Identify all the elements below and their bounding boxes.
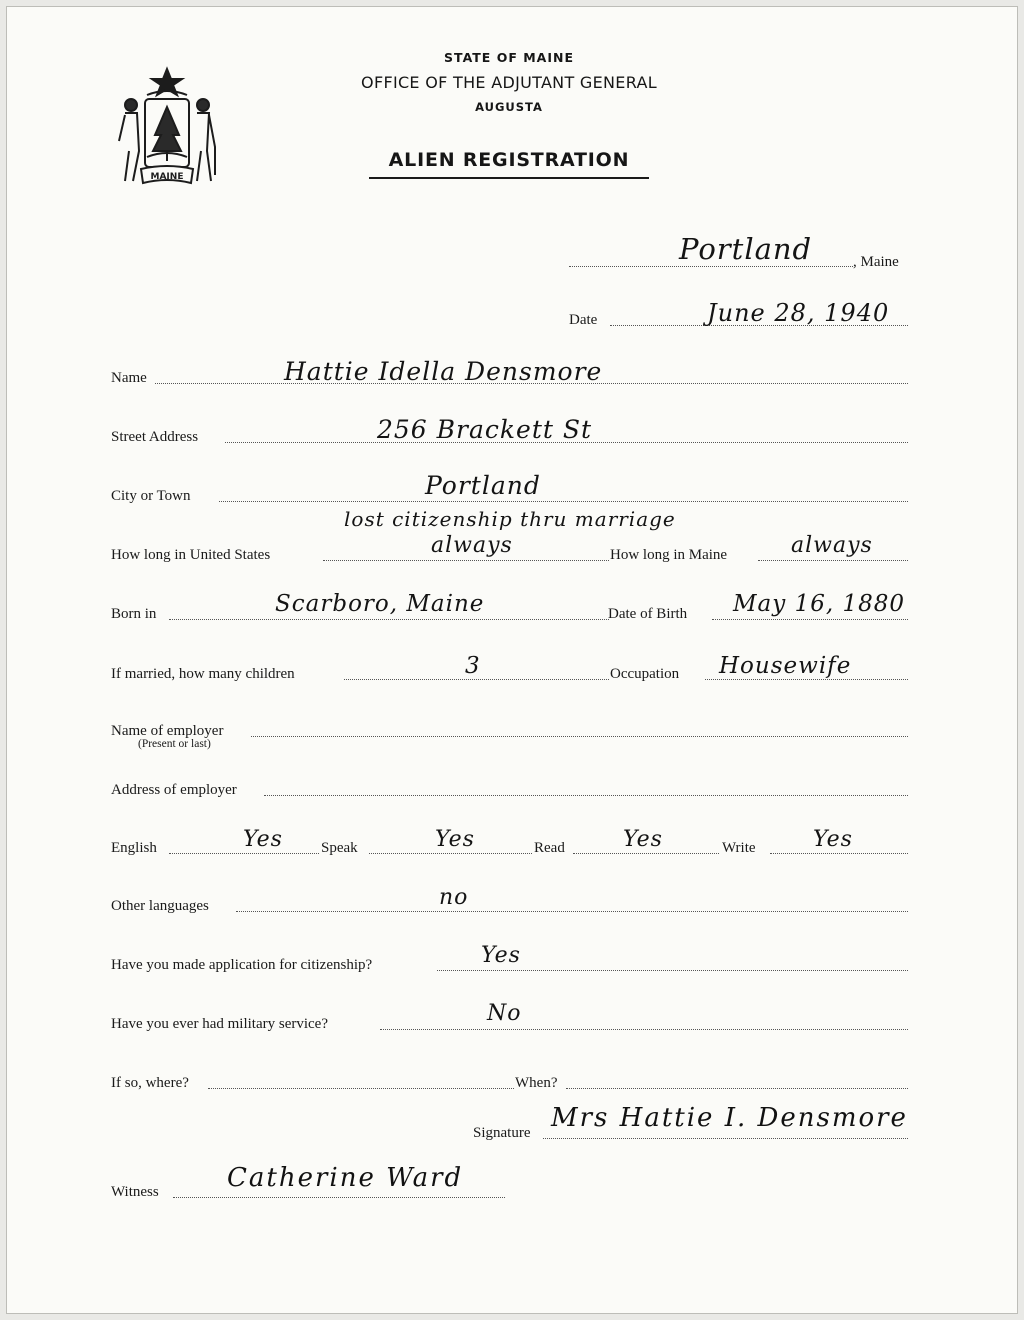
born-in-line	[169, 619, 609, 620]
signature-label: Signature	[473, 1125, 531, 1141]
read-entry: Yes	[623, 827, 663, 852]
date-of-birth-label: Date of Birth	[608, 606, 688, 622]
place-line	[569, 266, 853, 267]
maine-state-seal	[111, 65, 223, 195]
date-entry: June 28, 1940	[707, 299, 890, 327]
signature-line	[543, 1138, 908, 1139]
write-entry: Yes	[813, 827, 853, 852]
employer-address-label: Address of employer	[111, 782, 237, 798]
date-label: Date	[569, 312, 598, 328]
how-long-us-entry: always	[431, 533, 513, 558]
signature-entry: Mrs Hattie I. Densmore	[551, 1103, 908, 1133]
registration-form	[6, 6, 1018, 1314]
english-label: English	[111, 840, 157, 856]
city-or-town-label: City or Town	[111, 488, 191, 504]
form-title: ALIEN REGISTRATION	[388, 149, 630, 171]
when-label: When?	[515, 1075, 558, 1091]
employer-name-label: Name of employer	[111, 723, 224, 739]
when-line	[566, 1088, 908, 1089]
military-service-label: Have you ever had military service?	[111, 1016, 328, 1032]
state-heading: STATE OF MAINE	[444, 50, 574, 65]
born-in-label: Born in	[111, 606, 157, 622]
speak-line	[369, 853, 532, 854]
english-line	[169, 853, 319, 854]
seal-motto: MAINE	[150, 172, 184, 182]
read-label: Read	[534, 840, 565, 856]
employer-name-line	[251, 736, 908, 737]
citizenship-application-label: Have you made application for citizenship?	[111, 957, 373, 973]
name-entry: Hattie Idella Densmore	[284, 357, 603, 386]
citizenship-application-line	[437, 970, 908, 971]
other-languages-label: Other languages	[111, 898, 209, 914]
name-label: Name	[111, 370, 147, 386]
witness-label: Witness	[111, 1184, 159, 1200]
date-of-birth-entry: May 16, 1880	[733, 591, 905, 617]
occupation-label: Occupation	[610, 666, 680, 682]
citizenship-note-entry: lost citizenship thru marriage	[344, 507, 676, 531]
children-label: If married, how many children	[111, 666, 295, 682]
how-long-maine-line	[758, 560, 908, 561]
city-or-town-entry: Portland	[425, 471, 541, 500]
street-address-label: Street Address	[111, 429, 199, 445]
other-languages-entry: no	[439, 885, 469, 910]
occupation-line	[705, 679, 908, 680]
children-entry: 3	[465, 653, 481, 679]
occupation-entry: Housewife	[719, 653, 852, 679]
how-long-us-label: How long in United States	[111, 547, 271, 563]
title-underline	[369, 177, 649, 179]
if-so-where-label: If so, where?	[111, 1075, 189, 1091]
speak-entry: Yes	[435, 827, 475, 852]
speak-label: Speak	[321, 840, 358, 856]
city-heading: AUGUSTA	[475, 100, 543, 114]
children-line	[344, 679, 609, 680]
office-heading: OFFICE OF THE ADJUTANT GENERAL	[361, 73, 657, 92]
how-long-maine-entry: always	[791, 533, 873, 558]
street-address-entry: 256 Brackett St	[377, 415, 593, 444]
read-line	[573, 853, 719, 854]
date-of-birth-line	[712, 619, 908, 620]
how-long-us-line	[323, 560, 609, 561]
write-label: Write	[722, 840, 756, 856]
maine-suffix-label: , Maine	[853, 254, 899, 270]
other-languages-line	[236, 911, 908, 912]
witness-line	[173, 1197, 505, 1198]
military-service-line	[380, 1029, 908, 1030]
born-in-entry: Scarboro, Maine	[275, 591, 485, 617]
how-long-maine-label: How long in Maine	[610, 547, 728, 563]
citizenship-application-entry: Yes	[481, 943, 521, 968]
english-entry: Yes	[243, 827, 283, 852]
write-line	[770, 853, 908, 854]
if-so-where-line	[208, 1088, 514, 1089]
military-service-entry: No	[487, 1001, 522, 1026]
witness-entry: Catherine Ward	[227, 1163, 464, 1193]
employer-address-line	[264, 795, 908, 796]
city-or-town-line	[219, 501, 908, 502]
employer-note-label: (Present or last)	[138, 738, 211, 750]
place-entry: Portland	[679, 232, 813, 266]
